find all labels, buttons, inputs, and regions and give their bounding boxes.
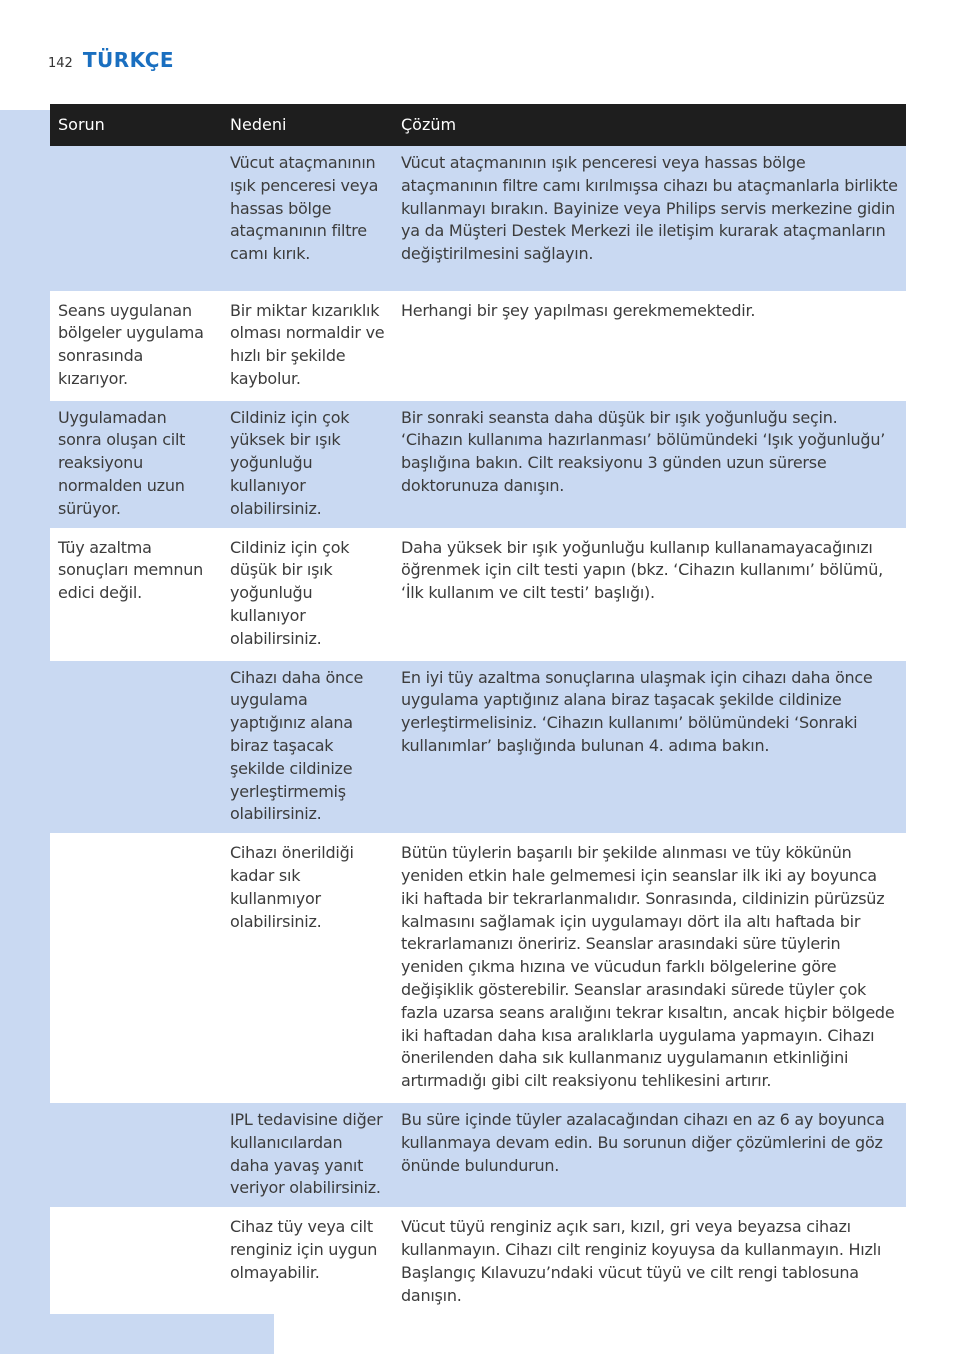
- cause-cell: Cihazı daha önce uygulama yaptığınız alana biraz taşacak şekilde cildinize yerleştirmemiş olabilirsiniz.: [222, 659, 393, 835]
- solution-cell: Bir sonraki seansta daha düşük bir ışık yoğunluğu seçin. ‘Cihazın kullanıma hazırlanması’ bölümündeki ‘Işık yoğunluğu’ başlığına bakın. Cilt reaksiyonu 3 günden uzun sürerse doktorunuza danışın.: [393, 399, 906, 529]
- problem-cell: Uygulamadan sonra oluşan cilt reaksiyonu normalden uzun sürüyor.: [50, 399, 222, 529]
- cause-cell: Cihaz tüy veya cilt renginiz için uygun olmayabilir.: [222, 1209, 393, 1315]
- table-row: [50, 529, 906, 659]
- cause-cell: Cildiniz için çok yüksek bir ışık yoğunluğu kullanıyor olabilirsiniz.: [222, 399, 393, 529]
- problem-cell: [50, 1209, 222, 1315]
- column-header-cause: Nedeni: [222, 104, 393, 146]
- problem-cell: Seans uygulanan bölgeler uygulama sonrasında kızarıyor.: [50, 292, 222, 399]
- language-section-title: TÜRKÇE: [82, 48, 175, 72]
- solution-cell: Herhangi bir şey yapılması gerekmemektedir.: [393, 292, 906, 399]
- troubleshooting-table: [50, 104, 906, 1314]
- solution-cell: Vücut tüyü renginiz açık sarı, kızıl, gri veya beyazsa cihazı kullanmayın. Cihazı cilt renginiz koyuysa da kullanmayın. Hızlı Başlangıç Kılavuzu’ndaki vücut tüyü ve cilt rengi tablosuna danışın.: [393, 1209, 906, 1315]
- page-header: [48, 48, 174, 72]
- solution-cell: En iyi tüy azaltma sonuçlarına ulaşmak için cihazı daha önce uygulama yaptığınız alana biraz taşacak şekilde cildinize yerleştirmelisiniz. ‘Cihazın kullanımı’ bölümündeki ‘Sonraki kullanımlar’ başlığında bulunan 4. adıma bakın.: [393, 659, 906, 835]
- solution-cell: Daha yüksek bir ışık yoğunluğu kullanıp kullanamayacağınızı öğrenmek için cilt testi yapın (bkz. ‘Cihazın kullanımı’ bölümü, ‘İlk kullanım ve cilt testi’ başlığı).: [393, 529, 906, 659]
- solution-cell: Bütün tüylerin başarılı bir şekilde alınması ve tüy kökünün yeniden etkin hale gelmemesi için seanslar ilk iki ay boyunca iki haftada bir tekrarlanmalıdır. Sonrasında, cildinizin pürüzsüz kalmasını sağlamak için uygulamayı dört ila altı haftada bir tekrarlamanızı öneririz. Seanslar arasındaki süre tüylerin yeniden çıkma hızına ve vücudun farklı bölgelerine göre değişiklik gösterebilir. Seanslar arasındaki sürede tüyler çok fazla uzarsa seans aralığını tekrar kısaltın, ancak hiçbir bölgede iki haftadan daha kısa aralıklarla uygulama yapmayın. Cihazı önerilenden daha sık kullanmanız uygulamanın etkinliğini artırmadığı gibi cilt reaksiyonu tehlikesini artırır.: [393, 835, 906, 1102]
- page-number: 142: [48, 56, 73, 71]
- table-row: [50, 835, 906, 1102]
- problem-cell: [50, 1102, 222, 1209]
- solution-cell: Vücut ataçmanının ışık penceresi veya hassas bölge ataçmanının filtre camı kırılmışsa cihazı bu ataçmanlarla birlikte kullanmayı bırakın. Bayinize veya Philips servis merkezine gidin ya da Müşteri Destek Merkezi ile iletişim kurarak ataçmanların değiştirilmesini sağlayın.: [393, 146, 906, 292]
- column-header-solution: Çözüm: [393, 104, 906, 146]
- table-row: [50, 1102, 906, 1209]
- problem-cell: [50, 659, 222, 835]
- cause-cell: Cihazı önerildiği kadar sık kullanmıyor olabilirsiniz.: [222, 835, 393, 1102]
- column-header-problem: Sorun: [50, 104, 222, 146]
- solution-cell: Bu süre içinde tüyler azalacağından cihazı en az 6 ay boyunca kullanmaya devam edin. Bu sorunun diğer çözümlerini de göz önünde bulundurun.: [393, 1102, 906, 1209]
- problem-cell: Tüy azaltma sonuçları memnun edici değil.: [50, 529, 222, 659]
- problem-cell: [50, 146, 222, 292]
- table-row: [50, 146, 906, 292]
- table-row: [50, 399, 906, 529]
- cause-cell: Bir miktar kızarıklık olması normaldir ve hızlı bir şekilde kaybolur.: [222, 292, 393, 399]
- cause-cell: Vücut ataçmanının ışık penceresi veya hassas bölge ataçmanının filtre camı kırık.: [222, 146, 393, 292]
- table-row: [50, 1209, 906, 1315]
- cause-cell: IPL tedavisine diğer kullanıcılardan daha yavaş yanıt veriyor olabilirsiniz.: [222, 1102, 393, 1209]
- table-header-row: [50, 104, 906, 146]
- problem-cell: [50, 835, 222, 1102]
- cause-cell: Cildiniz için çok düşük bir ışık yoğunluğu kullanıyor olabilirsiniz.: [222, 529, 393, 659]
- table-row: [50, 659, 906, 835]
- table-row: [50, 292, 906, 399]
